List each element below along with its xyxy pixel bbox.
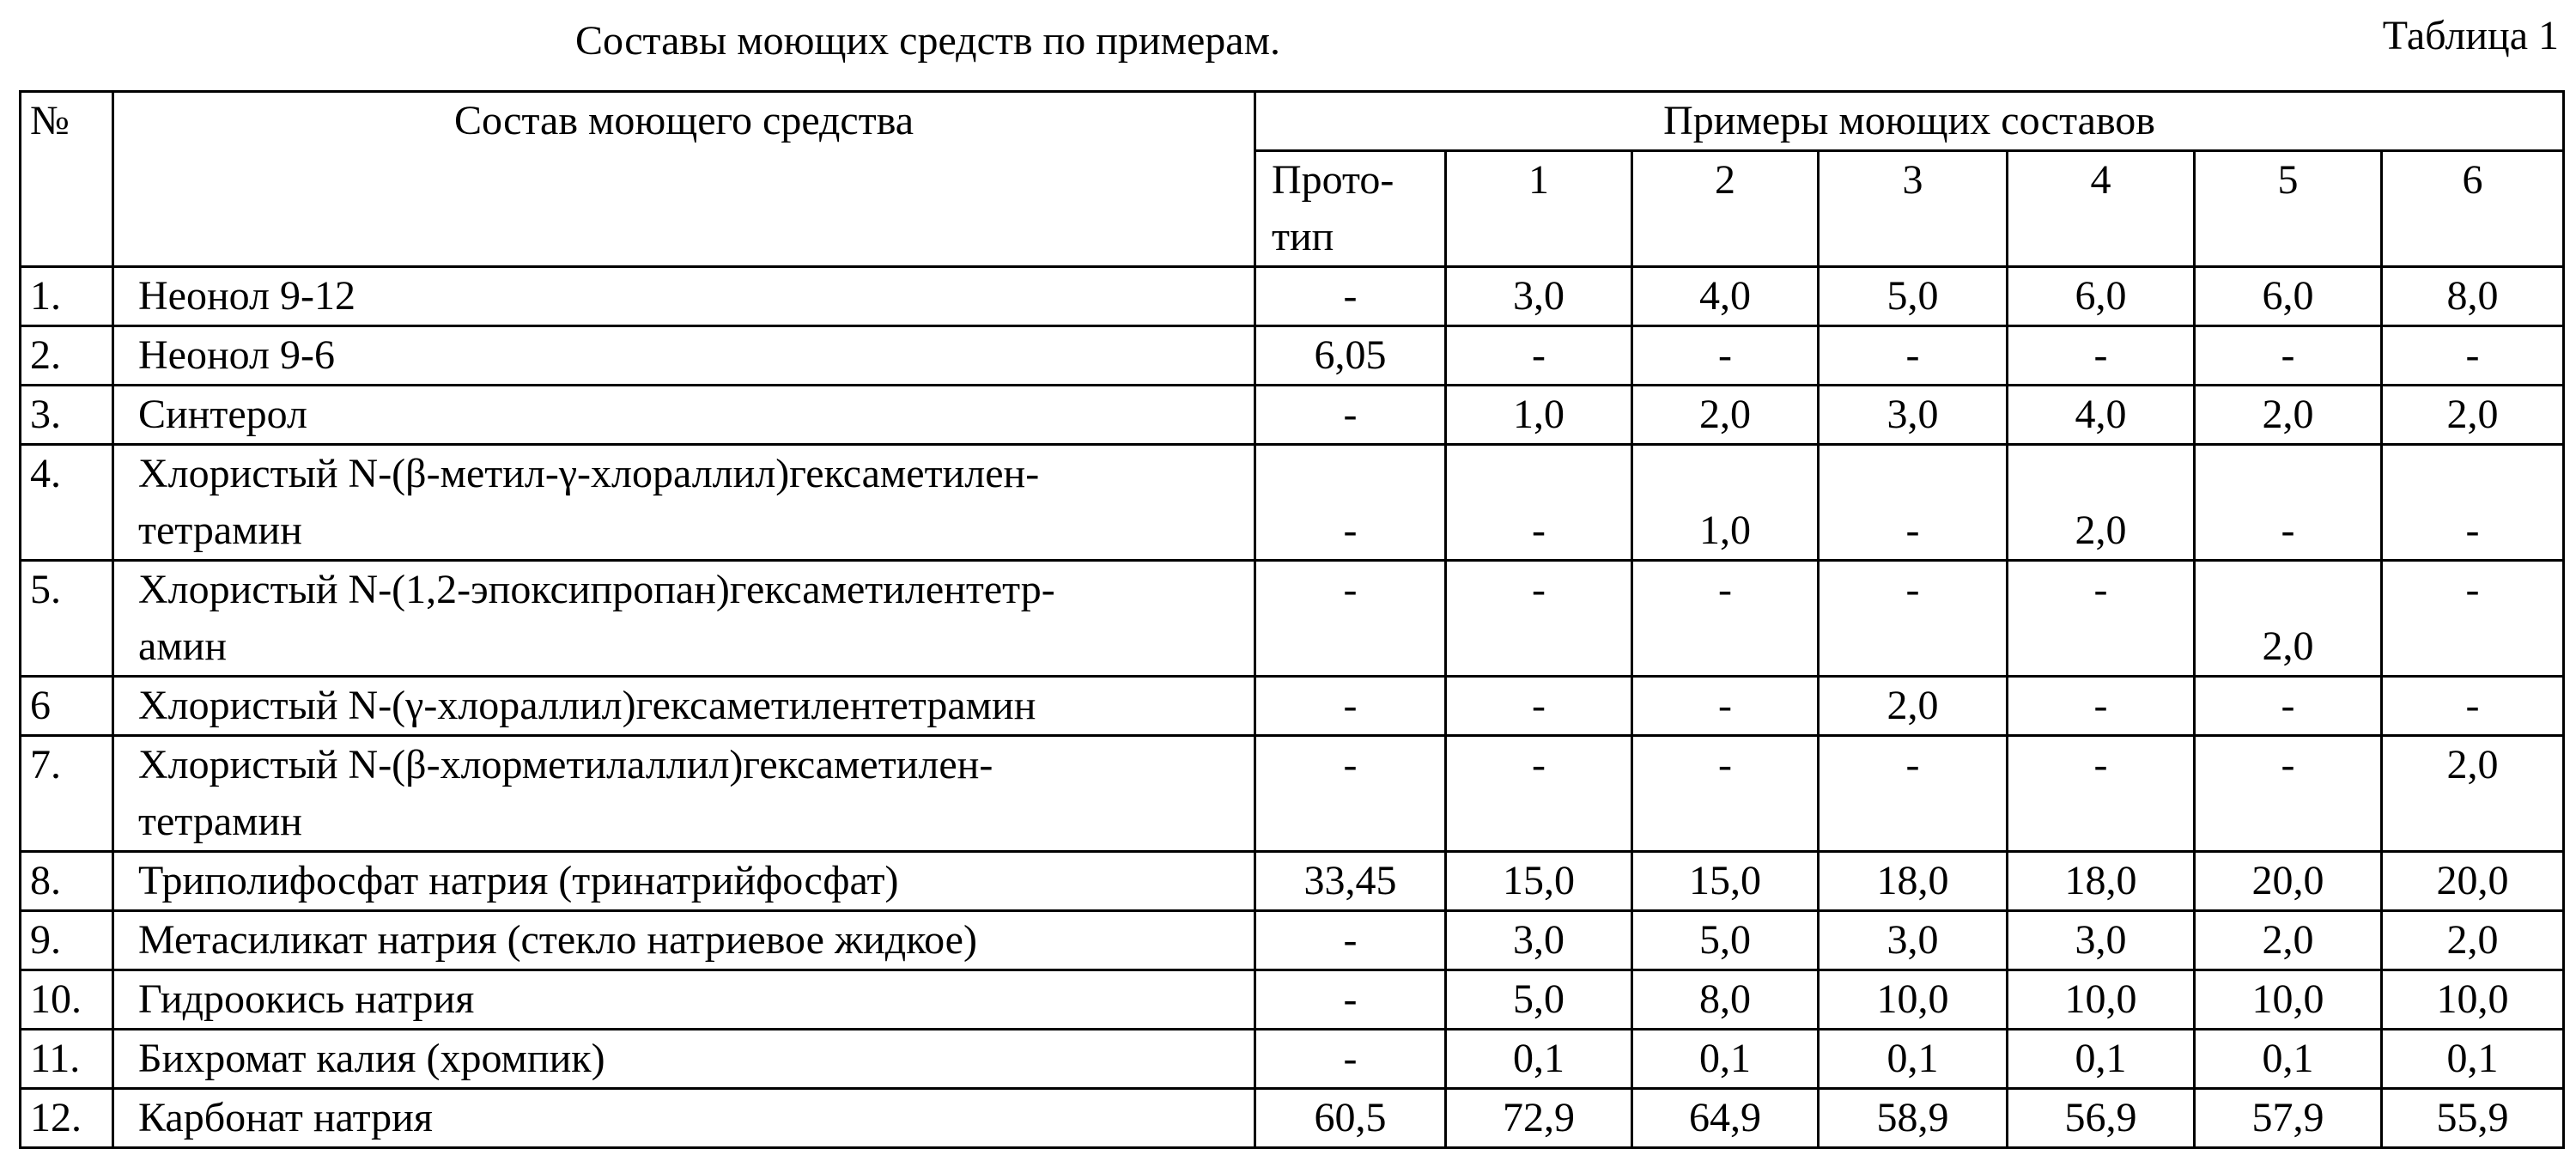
value-example-4: 4,0 [2008,386,2195,445]
value-example-1: 3,0 [1446,267,1632,326]
header-example-2: 2 [1632,151,1819,267]
table-row [21,326,2564,386]
value-example-4: - [2008,677,2195,736]
row-number: 4. [21,445,113,561]
value-prototype: - [1255,445,1446,561]
component-name-line1: Неонол 9-6 [138,332,335,378]
value-example-5: - [2195,736,2382,852]
table-label: Таблица 1 [2382,13,2559,58]
value-example-3: 58,9 [1819,1089,2008,1148]
component-name [113,1030,1255,1089]
component-name [113,445,1255,561]
table-body [21,267,2564,1148]
value-example-1: - [1446,736,1632,852]
table-row [21,1030,2564,1089]
value-example-3: - [1819,736,2008,852]
value-example-2: - [1632,677,1819,736]
value-prototype: - [1255,267,1446,326]
table-row [21,911,2564,970]
value-example-3: - [1819,326,2008,386]
value-example-2: 0,1 [1632,1030,1819,1089]
component-name [113,736,1255,852]
component-name-line1: Гидроокись натрия [138,976,475,1022]
value-example-4: - [2008,326,2195,386]
component-name-line1: Триполифосфат натрия (тринатрийфосфат) [138,858,899,903]
component-name [113,852,1255,911]
value-example-5: - [2195,677,2382,736]
value-example-5: 10,0 [2195,970,2382,1030]
value-example-2: 4,0 [1632,267,1819,326]
component-name-line2: амин [138,623,228,669]
component-name-line1: Карбонат натрия [138,1095,433,1140]
component-name [113,911,1255,970]
value-example-5: 2,0 [2195,911,2382,970]
value-example-4: 0,1 [2008,1030,2195,1089]
value-example-6: - [2382,445,2564,561]
value-prototype: - [1255,970,1446,1030]
value-example-6: 0,1 [2382,1030,2564,1089]
header-examples-group: Примеры моющих составов [1255,92,2564,151]
value-example-2: 64,9 [1632,1089,1819,1148]
table-row [21,677,2564,736]
value-example-4: 10,0 [2008,970,2195,1030]
value-prototype: - [1255,1030,1446,1089]
table-row [21,852,2564,911]
row-number: 6 [21,677,113,736]
table-row [21,970,2564,1030]
value-example-2: - [1632,326,1819,386]
component-name-line1: Бихромат калия (хромпик) [138,1036,605,1081]
value-example-6: 2,0 [2382,736,2564,852]
component-name-line1: Хлористый N-(β-хлорметилаллил)гексаметилен- [138,742,993,787]
table-caption: Составы моющих средств по примерам. [575,18,1280,64]
value-example-1: 15,0 [1446,852,1632,911]
value-prototype: - [1255,911,1446,970]
value-example-5: 2,0 [2195,386,2382,445]
value-example-4: 18,0 [2008,852,2195,911]
value-example-2: 5,0 [1632,911,1819,970]
value-example-6: - [2382,677,2564,736]
value-example-1: 0,1 [1446,1030,1632,1089]
component-name [113,561,1255,677]
component-name-line1: Хлористый N-(1,2-эпоксипропан)гексаметилентетр- [138,567,1055,612]
table-row [21,1089,2564,1148]
value-example-3: 0,1 [1819,1030,2008,1089]
value-example-3: - [1819,561,2008,677]
value-example-2: - [1632,736,1819,852]
value-example-3: 3,0 [1819,911,2008,970]
value-example-1: - [1446,677,1632,736]
value-prototype: - [1255,677,1446,736]
row-number: 5. [21,561,113,677]
row-number: 11. [21,1030,113,1089]
header-example-6: 6 [2382,151,2564,267]
table-row [21,561,2564,677]
value-example-1: 1,0 [1446,386,1632,445]
value-example-3: 3,0 [1819,386,2008,445]
row-number: 1. [21,267,113,326]
row-number: 9. [21,911,113,970]
component-name-line1: Хлористый N-(γ-хлораллил)гексаметилентетрамин [138,683,1036,728]
header-prototype [1255,151,1446,267]
header-composition: Состав моющего средства [113,92,1255,267]
value-prototype: - [1255,561,1446,677]
header-example-5: 5 [2195,151,2382,267]
table-row [21,736,2564,852]
value-example-4: - [2008,561,2195,677]
value-prototype: 60,5 [1255,1089,1446,1148]
value-example-1: - [1446,445,1632,561]
component-name-line2: тетрамин [138,799,302,844]
value-example-4: 2,0 [2008,445,2195,561]
row-number: 3. [21,386,113,445]
component-name-line1: Неонол 9-12 [138,273,355,319]
value-example-6: - [2382,326,2564,386]
value-example-6: - [2382,561,2564,677]
component-name-line1: Синтерол [138,392,307,437]
value-example-6: 20,0 [2382,852,2564,911]
value-example-5: 2,0 [2195,561,2382,677]
component-name [113,677,1255,736]
header-prototype-line2: тип [1272,214,1334,259]
value-example-1: 5,0 [1446,970,1632,1030]
value-example-2: 15,0 [1632,852,1819,911]
row-number: 2. [21,326,113,386]
value-example-1: - [1446,561,1632,677]
row-number: 10. [21,970,113,1030]
value-example-4: - [2008,736,2195,852]
value-prototype: 6,05 [1255,326,1446,386]
value-example-5: 20,0 [2195,852,2382,911]
value-example-6: 2,0 [2382,911,2564,970]
value-example-5: 0,1 [2195,1030,2382,1089]
value-example-4: 3,0 [2008,911,2195,970]
value-example-6: 8,0 [2382,267,2564,326]
header-no: № [21,92,113,267]
value-example-2: 1,0 [1632,445,1819,561]
value-prototype: - [1255,386,1446,445]
value-example-1: - [1446,326,1632,386]
value-example-3: 5,0 [1819,267,2008,326]
component-name [113,1089,1255,1148]
row-number: 12. [21,1089,113,1148]
value-example-3: - [1819,445,2008,561]
table-row [21,267,2564,326]
component-name [113,326,1255,386]
value-example-2: - [1632,561,1819,677]
component-name [113,386,1255,445]
header-example-4: 4 [2008,151,2195,267]
value-example-2: 8,0 [1632,970,1819,1030]
header-prototype-line1: Прото- [1272,157,1394,203]
value-example-2: 2,0 [1632,386,1819,445]
table-header [21,92,2564,267]
component-name [113,267,1255,326]
value-example-6: 10,0 [2382,970,2564,1030]
value-example-5: 57,9 [2195,1089,2382,1148]
row-number: 7. [21,736,113,852]
row-number: 8. [21,852,113,911]
value-example-5: 6,0 [2195,267,2382,326]
value-example-5: - [2195,326,2382,386]
value-example-3: 2,0 [1819,677,2008,736]
value-example-4: 56,9 [2008,1089,2195,1148]
value-example-6: 55,9 [2382,1089,2564,1148]
header-example-1: 1 [1446,151,1632,267]
compositions-table [19,90,2565,1149]
value-example-1: 72,9 [1446,1089,1632,1148]
component-name-line1: Хлористый N-(β-метил-γ-хлораллил)гексаметилен- [138,451,1040,496]
value-prototype: - [1255,736,1446,852]
value-example-3: 18,0 [1819,852,2008,911]
value-example-1: 3,0 [1446,911,1632,970]
value-prototype: 33,45 [1255,852,1446,911]
value-example-5: - [2195,445,2382,561]
value-example-4: 6,0 [2008,267,2195,326]
table-row [21,445,2564,561]
component-name [113,970,1255,1030]
table-row [21,386,2564,445]
component-name-line1: Метасиликат натрия (стекло натриевое жидкое) [138,917,977,963]
value-example-3: 10,0 [1819,970,2008,1030]
header-example-3: 3 [1819,151,2008,267]
component-name-line2: тетрамин [138,508,302,553]
value-example-6: 2,0 [2382,386,2564,445]
